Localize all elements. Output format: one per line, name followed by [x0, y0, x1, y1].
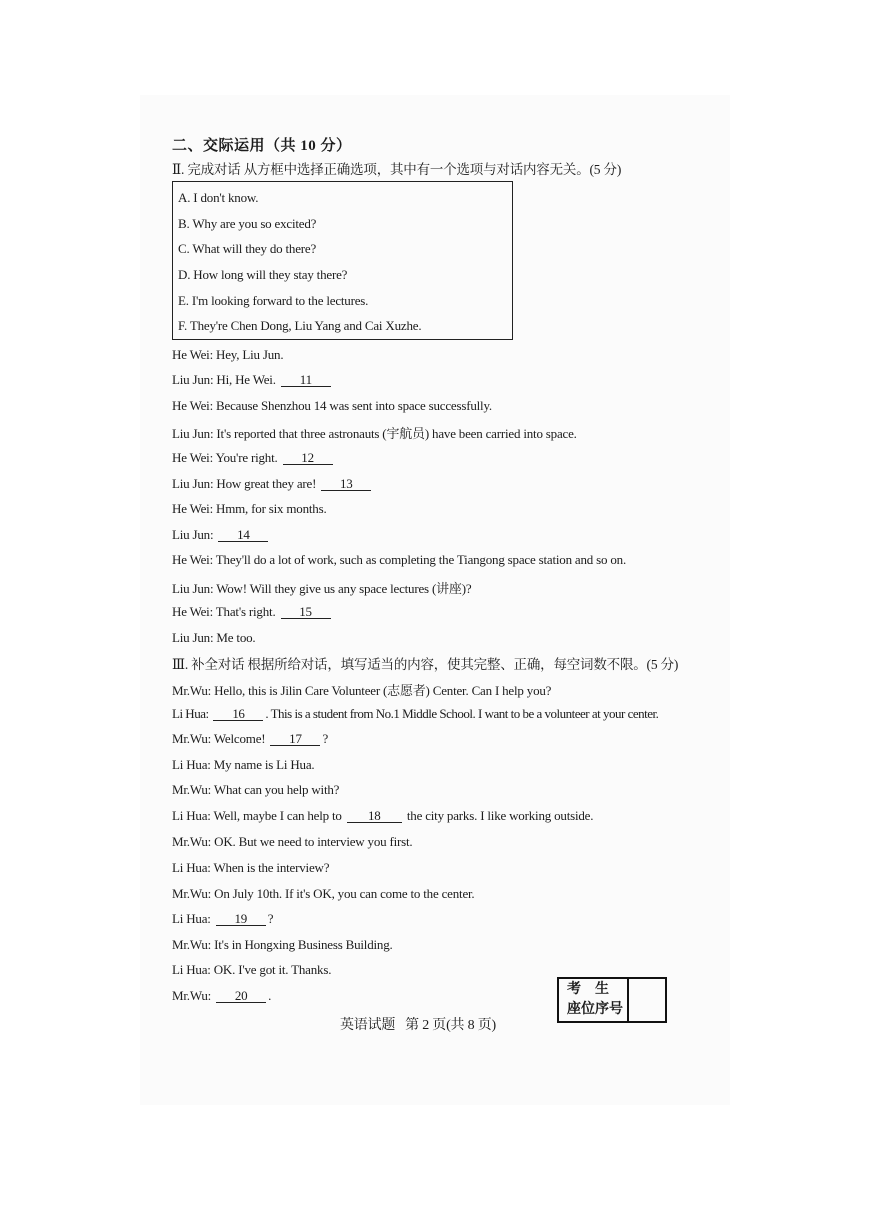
- dialog1-text: He Wei: You're right.: [172, 450, 278, 465]
- seat-label-line2: 座位序号: [567, 1002, 623, 1017]
- dialog1-line: Liu Jun: Me too.: [172, 630, 256, 645]
- page-footer: 英语试题 第 2 页(共 8 页): [340, 1018, 497, 1033]
- dialog2-line: Li Hua: When is the interview?: [172, 860, 330, 875]
- blank-12: 12: [283, 451, 333, 465]
- blank-20: 20: [216, 989, 266, 1003]
- dialog2-line: [172, 731, 328, 747]
- dialog2-text: Mr.Wu: Welcome!: [172, 731, 266, 746]
- option-d: D. How long will they stay there?: [178, 267, 348, 282]
- dialog2-line: Mr.Wu: It's in Hongxing Business Building.: [172, 937, 393, 952]
- dialog2-text: the city parks. I like working outside.: [406, 808, 594, 823]
- dialog2-line: Mr.Wu: What can you help with?: [172, 782, 340, 797]
- dialog1-text: Liu Jun:: [172, 527, 214, 542]
- dialog1-line: [172, 372, 333, 388]
- dialog1-line: He Wei: Hey, Liu Jun.: [172, 347, 284, 362]
- blank-19: 19: [216, 912, 266, 926]
- seat-number-label: [559, 979, 629, 1021]
- option-c: C. What will they do there?: [178, 241, 317, 256]
- dialog2-text: Mr.Wu:: [172, 988, 212, 1003]
- dialog1-text: He Wei: That's right.: [172, 604, 276, 619]
- blank-15: 15: [281, 605, 331, 619]
- dialog2-line: Mr.Wu: On July 10th. If it's OK, you can come to the center.: [172, 886, 475, 901]
- option-b: B. Why are you so excited?: [178, 216, 317, 231]
- dialog1-line: [172, 527, 270, 543]
- seat-label-line1: 考 生: [567, 982, 609, 997]
- seat-number-field[interactable]: [629, 979, 665, 1021]
- part2-instruction: Ⅱ. 完成对话 从方框中选择正确选项，其中有一个选项与对话内容无关。(5 分): [172, 162, 622, 177]
- dialog2-line: Li Hua: OK. I've got it. Thanks.: [172, 962, 332, 977]
- dialog2-text: Li Hua:: [172, 911, 211, 926]
- blank-14: 14: [218, 528, 268, 542]
- option-e: E. I'm looking forward to the lectures.: [178, 293, 369, 308]
- dialog1-line: He Wei: They'll do a lot of work, such as completing the Tiangong space station and so on.: [172, 552, 626, 567]
- dialog1-line: [172, 450, 335, 466]
- seat-number-box: [557, 977, 667, 1023]
- dialog1-line: [172, 604, 333, 620]
- dialog1-line: Liu Jun: It's reported that three astronauts (宇航员) have been carried into space.: [172, 426, 577, 441]
- dialog2-text: .: [268, 988, 272, 1003]
- dialog2-line: [172, 808, 593, 824]
- option-f: F. They're Chen Dong, Liu Yang and Cai Xuzhe.: [178, 318, 422, 333]
- dialog2-text: . This is a student from No.1 Middle School. I want to be a volunteer at your center.: [265, 706, 659, 721]
- option-a: A. I don't know.: [178, 190, 259, 205]
- dialog1-line: He Wei: Hmm, for six months.: [172, 501, 327, 516]
- blank-18: 18: [347, 809, 402, 823]
- dialog1-line: [172, 476, 373, 492]
- dialog2-line: Mr.Wu: OK. But we need to interview you first.: [172, 834, 413, 849]
- dialog2-text: ?: [322, 731, 329, 746]
- dialog2-text: ?: [267, 911, 274, 926]
- dialog1-text: Liu Jun: How great they are!: [172, 476, 317, 491]
- dialog1-line: He Wei: Because Shenzhou 14 was sent into space successfully.: [172, 398, 492, 413]
- dialog2-line: [172, 706, 658, 722]
- dialog2-text: Li Hua: Well, maybe I can help to: [172, 808, 342, 823]
- blank-13: 13: [321, 477, 371, 491]
- section-title: 二、交际运用（共 10 分）: [172, 138, 352, 154]
- dialog1-text: Liu Jun: Hi, He Wei.: [172, 372, 276, 387]
- blank-17: 17: [270, 732, 320, 746]
- blank-11: 11: [281, 373, 331, 387]
- dialog2-line: [172, 988, 271, 1004]
- dialog2-line: Li Hua: My name is Li Hua.: [172, 757, 315, 772]
- blank-16: 16: [213, 707, 263, 721]
- dialog2-line: [172, 911, 273, 927]
- dialog2-line: Mr.Wu: Hello, this is Jilin Care Volunteer (志愿者) Center. Can I help you?: [172, 683, 552, 698]
- dialog2-text: Li Hua:: [172, 706, 209, 721]
- part3-instruction: Ⅲ. 补全对话 根据所给对话，填写适当的内容，使其完整、正确，每空词数不限。(5 分): [172, 657, 679, 672]
- dialog1-line: Liu Jun: Wow! Will they give us any space lectures (讲座)?: [172, 581, 472, 596]
